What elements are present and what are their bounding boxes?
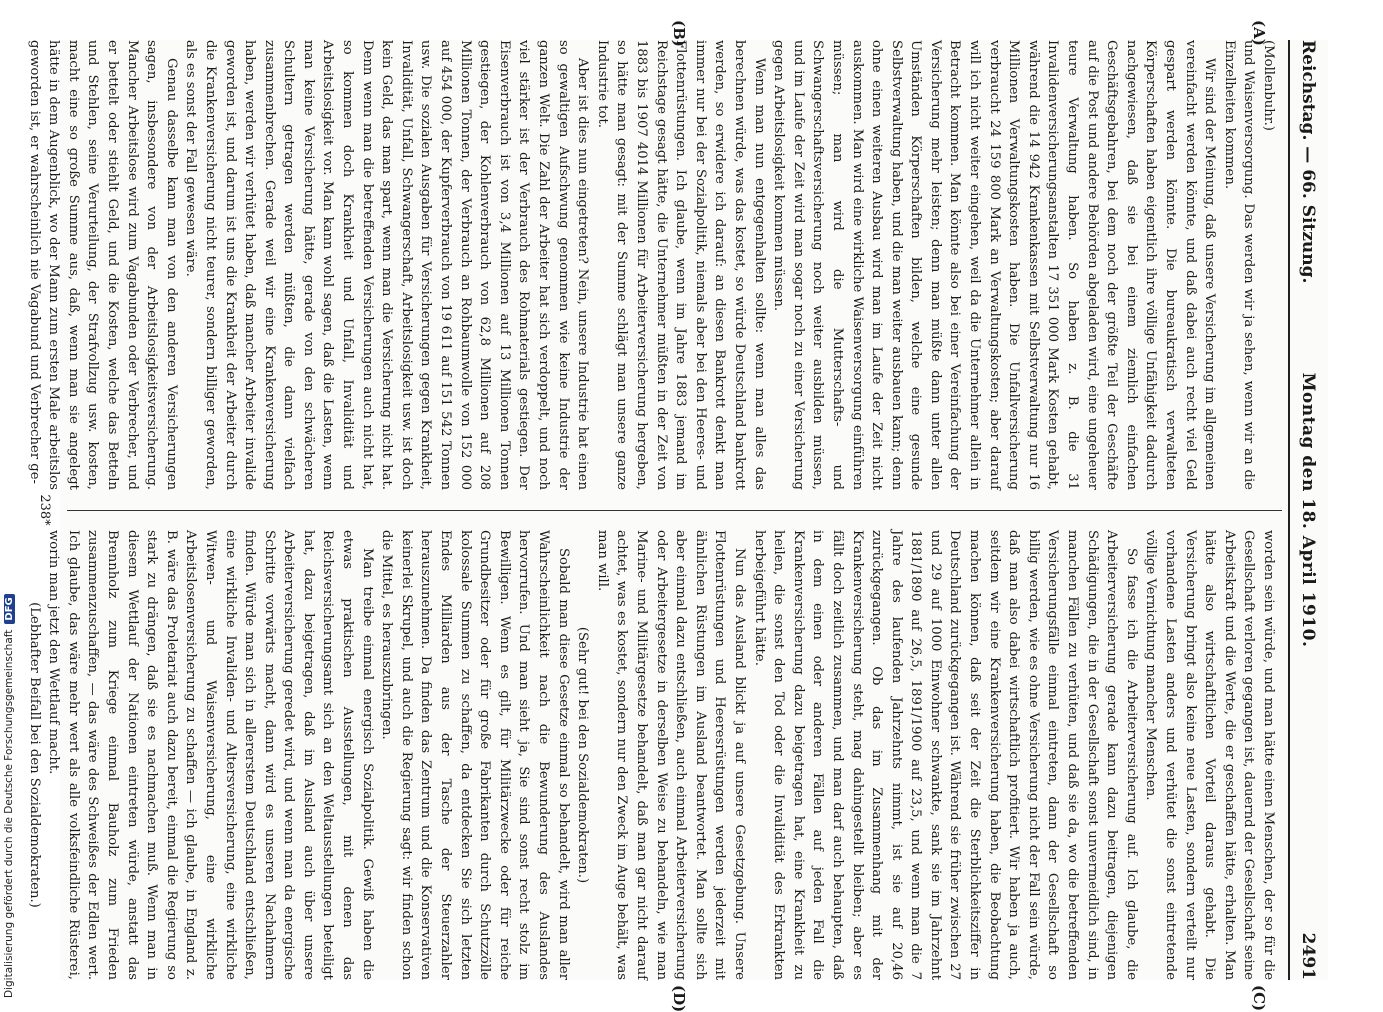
credit-text: Digitalisierung gefördert durch die Deutsche Forschungsgemeinschaft bbox=[3, 629, 15, 998]
paragraph: Genau dasselbe kann man von den anderen Versicherungen sagen, insbesondere von der Arbeitslosigkeitsversicherung. Mancher Arbeitslose wird zum Vagabunden oder Verbrecher, und er bettelt oder stiehlt Geld, und die Kosten, welche das Betteln und Stehlen, seine Verurteilung, der Strafvollzug usw. kosten, macht eine so große Summe aus, daß, wenn man sie angelegt hätte in dem Augenblick, wo der Mann zum ersten Male arbeitslos geworden ist, er wahrscheinlich nie Vagabund und Verbrecher ge- bbox=[26, 40, 179, 490]
right-text-column bbox=[26, 530, 1278, 980]
paragraph: So fasse ich die Arbeiterversicherung auf. Ich glaube, die Arbeiterversicherung gerade kann dazu beitragen, diejenigen Schädigungen, die in der Gesellschaft sonst unvermeidlich sind, in manchen Fällen zu verhüten, und daß sie da, wo die betreffenden Versicherungsfälle einmal eintreten, dann der Gesellschaft so billig werden, wie es ohne Versicherung nicht der Fall sein würde, daß man also dabei wirtschaftlich profitiert. Wir haben ja auch, seitdem wir eine Krankenversicherung haben, die Beobachtung machen können, daß seit der Zeit die Sterblichkeitsziffer in Deutschland zurückgegangen ist. Während sie früher zwischen 27 und 29 auf 1000 Einwohner schwankte, sank sie im Jahrzehnt 1881/1890 auf 26,5, 1891/1900 auf 23,5, und wenn man die 7 Jahre des laufenden Jahrzehnts nimmt, ist sie auf 20,46 zurückgegangen. Ob das im Zusammenhang mit der Krankenversicherung steht, mag dahingestellt bleiben; aber es fällt doch zeitlich zusammen, und man darf auch behaupten, daß in dem einen oder anderen Fällen auf jeden Fall die Krankenversicherung dazu beigetragen hat, eine Krankheit zu heilen, die sonst den Tod oder die Invalidität des Erkrankten herbeigeführt hätte. bbox=[751, 530, 1139, 980]
header-page-number: 2491 bbox=[1298, 932, 1318, 980]
paragraph: Wenn man nun entgegenhalten sollte: wenn man alles das berechnen würde, was das kostet, so würde Deutschland bankrott werden, so erwidere ich darauf: an diesen Bankrott denkt man immer nur bei der Sozialpolitik, niemals aber bei den Heeres- und Flottenrüstungen. Ich glaube, wenn im Jahre 1883 jemand im Reichstage gesagt hätte, die Unternehmer müßten in der Zeit von 1883 bis 1907 4014 Millionen für Arbeiterversicherung hergeben, so hätte man gesagt: mit der Summe schlägt man unsere ganze Industrie tot. bbox=[594, 40, 767, 490]
paragraph: worden sein würde, und man hätte einen Menschen, der so für die Gesellschaft verloren gegangen ist, dauernd der Gesellschaft seine Arbeitskraft und die Werte, die er geschaffen hätte, erhalten. Man hätte also wirtschaftlichen Vorteil daraus gehabt. Die Versicherung bringt also keine neue Lasten, sondern verteilt nur vorhandene Lasten anders und verhütet die sonst eintretende völlige Vernichtung mancher Menschen. bbox=[1143, 530, 1276, 980]
paragraph: (Lebhafter Beifall bei den Sozialdemokraten.) bbox=[26, 602, 42, 908]
paragraph: und Waisenversorgung. Das werden wir ja sehen, wenn wir an die Einzelheiten kommen. bbox=[1221, 40, 1257, 490]
margin-marker-b: (B) bbox=[670, 20, 688, 47]
dfg-logo: DFG bbox=[4, 594, 15, 623]
page-header bbox=[1288, 40, 1324, 980]
margin-marker-c: (C) bbox=[1250, 985, 1268, 1012]
digitization-credit bbox=[3, 0, 15, 998]
header-session: Reichstag. — 66. Sitzung. bbox=[1298, 40, 1318, 284]
header-date: Montag den 18. April 1910. bbox=[1298, 372, 1318, 648]
document-page bbox=[26, 20, 1328, 1012]
left-text-column bbox=[26, 40, 1278, 490]
paragraph: Man treibe einmal energisch Sozialpolitik. Gewiß haben die etwas praktischen Ausstellungen, mit denen das Reichsversicherungsamt sich an den Weltausstellungen beteiligt hat, dazu beigetragen, daß im Ausland auch über unsere Arbeiterversicherung geredet wird, und wenn man da energische Schritte vorwärts macht, dann wird es unseren Nachahmern finden. Würde man sich in allererstem Deutschland entschließen, eine wirkliche Invaliden- und Altersversicherung, eine wirkliche Witwen- und Waisenversicherung, eine wirkliche Arbeitslosenversicherung zu schaffen — ich glaube, in England z. B. wäre das Proletariat auch dazu bereit, einmal die Regierung so stark zu drängen, daß sie es nachmachen muß. Wenn man in diesem Wettlauf der Nationen eintreten würde, anstatt das Brennholz zum Kriege einmal Bauholz zum Frieden zusammenzuschaffen, — das wäre des Schweißes der Edlen wert. Ich glaube, das wäre mehr wert als alle volksfeindliche Rüsterei, worin man jetzt den Wettlauf macht. bbox=[46, 530, 375, 980]
paragraph: Wir sind der Meinung, daß unsere Versicherung im allgemeinen vereinfacht werden könnte, und daß dabei auch recht viel Geld gespart werden könnte. Die bureaukratisch verwalteten Körperschaften haben eigentlich ihre völlige Unfähigkeit dadurch nachgewiesen, daß sie bei einem ziemlich einfachen Geschäftsgebahren, bei dem noch der größte Teil der Geschäfte auf die Post und andere Behörden abgeladen wird, eine ungeheuer teure Verwaltung haben. So haben z. B. die 31 Invalidenversicherungsanstalten 17 351 000 Mark Kosten gehabt, während die 14 942 Krankenkassen mit Selbstverwaltung nur 16 Millionen Verwaltungskosten haben. Die Unfallversicherung verbraucht 24 159 800 Mark an Verwaltungskosten; aber darauf will ich nicht weiter eingehen, weil da die Unternehmer allein in Betracht kommen. Man könnte also bei einer Vereinfachung der Versicherung mehr leisten; denn man müßte dann unter allen Umständen Körperschaften bilden, welche eine gesunde Selbstverwaltung haben, und die man weiter ausbauen kann; denn ohne einen weiteren Ausbau wird man im Laufe der Zeit nicht auskommen. Man wird eine wirkliche Waisenversorgung einführen müssen; man wird die Mutterschafts- und Schwangerschaftsversicherung noch weiter ausbilden müssen, und im Laufe der Zeit wird man sogar noch zu einer Versicherung gegen Arbeitslosigkeit kommen müssen. bbox=[771, 40, 1218, 490]
column-divider bbox=[67, 510, 1282, 511]
margin-marker-a: (A) bbox=[1250, 20, 1268, 46]
paragraph: (Sehr gut! bei den Sozialdemokraten.) bbox=[575, 626, 591, 884]
paragraph: Nun das Ausland blickt ja auf unsere Gesetzgebung. Unsere Flottenrüstungen und Heeresrüstungen werden jederzeit mit ähnlichen Rüstungen im Ausland beantwortet. Man sollte sich aber einmal dazu entschließen, auch einmal Arbeiterversicherung oder Arbeitergesetze in derselben Weise zu behandeln, wie man Marine- und Militärgesetze behandelt, daß man gar nicht darauf achtet, was es kostet, sondern nur den Zweck im Auge behält, was man will. bbox=[594, 530, 747, 980]
page-footer: 238* bbox=[37, 494, 52, 526]
margin-marker-d: (D) bbox=[670, 985, 688, 1012]
paragraph: Aber ist dies nun eingetreten? Nein, unsere Industrie hat einen so gewaltigen Aufschwung genommen wie keine Industrie der ganzen Welt. Die Zahl der Arbeiter hat sich verdoppelt, und noch viel stärker ist der Verbrauch des Rohmaterials gestiegen. Der Eisenverbrauch ist von 3,4 Millionen auf 13 Millionen Tonnen gestiegen, der Kohlenverbrauch von 62,8 Millionen auf 208 Millionen Tonnen, der Verbrauch an Rohbaumwolle von 152 000 auf 454 000, der Kupferverbrauch von 19 611 auf 151 542 Tonnen usw. Die sozialen Ausgaben für Versicherungen gegen Krankheit, Invalidität, Unfall, Schwangerschaft, Arbeitslosigkeit usw. ist doch kein Geld, das man spart, wenn man die Versicherung nicht hat. Denn wenn man die betreffenden Versicherungen auch nicht hat, so kommen doch Krankheit und Unfall, Invalidität und Arbeitslosigkeit vor. Man kann wohl sagen, daß die Lasten, wenn man keine Versicherung hätte, gerade von den schwächeren Schultern getragen werden müßten, die dann vielfach zusammenbrechen. Gerade weil wir eine Krankenversicherung haben, werden wir verhütet haben, daß mancher Arbeiter invalide geworden ist, und darum ist uns die Krankheit der Arbeiter durch die Krankenversicherung nicht teurer, sondern billiger geworden, als es sonst der Fall gewesen wäre. bbox=[183, 40, 591, 490]
paragraph: (Mollenbuhr.) bbox=[1261, 40, 1276, 131]
paragraph: Sobald man diese Gesetze einmal so behandelt, wird man aller Wahrscheinlichkeit nach die Bewunderung des Auslandes hervorrufen. Und man sieht ja, Sie sind sonst recht stolz im Bewilligen. Wenn es gilt, für Militärzwecke oder für reiche Grundbesitzer oder für große Fabrikanten durch Schutzzölle kolossale Summen zu schaffen, da entdecken Sie sich letzten Endes Milliarden aus der Tasche der Steuerzahler herauszunehmen. Da finden das Zentrum und die Konservativen keinerlei Skrupel, und auch die Regierung sagt: wir finden schon die Mittel, es herauszubringen. bbox=[379, 530, 571, 980]
